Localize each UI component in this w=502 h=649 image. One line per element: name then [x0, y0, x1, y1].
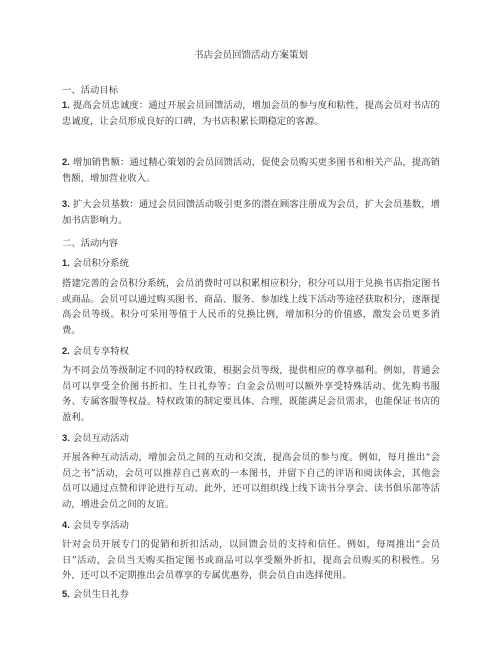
- goal-item-3: [62, 197, 440, 228]
- section-heading-goals: 一、活动目标: [62, 85, 119, 96]
- goal-item-text: 扩大会员基数：通过会员回馈活动吸引更多的潜在顾客注册成为会员，扩大会员基数，增加书店影响力。: [62, 199, 440, 226]
- content-item-title: 会员专享特权: [72, 346, 129, 357]
- content-item-title-3: [62, 432, 440, 445]
- goal-item-number: 1.: [62, 100, 70, 110]
- goal-item-number: 2.: [62, 157, 70, 167]
- goal-item-text: 提高会员忠诚度：通过开展会员回馈活动，增加会员的参与度和粘性，提高会员对书店的忠诚度，让会员形成良好的口碑，为书店积累长期稳定的客源。: [62, 100, 440, 127]
- content-item-number: 1.: [62, 258, 70, 268]
- content-item-title-1: [62, 257, 440, 270]
- content-item-title-4: [62, 519, 440, 532]
- goal-item-number: 3.: [62, 199, 70, 209]
- document-title: 书店会员回馈活动方案策划: [193, 50, 308, 61]
- content-item-number: 3.: [62, 433, 70, 443]
- goal-item-1: [62, 98, 440, 129]
- section-heading-content: 二、活动内容: [62, 238, 119, 249]
- goal-item-2: [62, 155, 440, 186]
- content-item-text-4: 针对会员开展专门的促销和折扣活动，以回馈会员的支持和信任。例如，每周推出“会员日”活动，会员当天购买指定图书或商品可以享受额外折扣，提高会员购买的积极性。另外，还可以不定期推出会员尊享的专属优惠券，供会员自由选择使用。: [62, 539, 440, 581]
- content-item-title: 会员互动活动: [72, 433, 129, 444]
- content-item-text-3: 开展各种互动活动，增加会员之间的互动和交流，提高会员的参与度。例如，每月推出“会员之书”活动，会员可以推荐自己喜欢的一本图书，并留下自己的评语和阅读体会，其他会员可以通过点赞和评论进行互动。此外，还可以组织线上线下读书分享会、读书俱乐部等活动，增进会员之间的友谊。: [62, 452, 440, 510]
- content-item-text-1: 搭建完善的会员积分系统，会员消费时可以积累相应积分，积分可以用于兑换书店指定图书或商品。会员可以通过购买图书、商品、服务、参加线上线下活动等途径获取积分，逐渐提高会员等级。积分可采用等值于人民币的兑换比例，增加积分的价值感，激发会员更多消费。: [62, 278, 440, 336]
- content-item-text-2: 为不同会员等级制定不同的特权政策，根据会员等级，提供相应的尊享福利。例如，普通会员可以享受全价图书折扣、生日礼券等；白金会员则可以额外享受特殊活动、优先购书服务、专属客服等权益。特权政策的制定要具体、合理，既能满足会员需求，也能保证书店的盈利。: [62, 365, 440, 423]
- content-item-title: 会员生日礼券: [72, 589, 129, 600]
- content-item-title: 会员积分系统: [72, 258, 129, 269]
- content-item-number: 5.: [62, 589, 70, 599]
- content-item-number: 2.: [62, 346, 70, 356]
- content-item-number: 4.: [62, 520, 70, 530]
- content-item-title: 会员专享活动: [72, 520, 129, 531]
- goal-item-text: 增加销售额：通过精心策划的会员回馈活动，促使会员购买更多图书和相关产品，提高销售额，增加营业收入。: [62, 157, 440, 184]
- content-item-title-5: [62, 588, 440, 601]
- content-item-title-2: [62, 345, 440, 358]
